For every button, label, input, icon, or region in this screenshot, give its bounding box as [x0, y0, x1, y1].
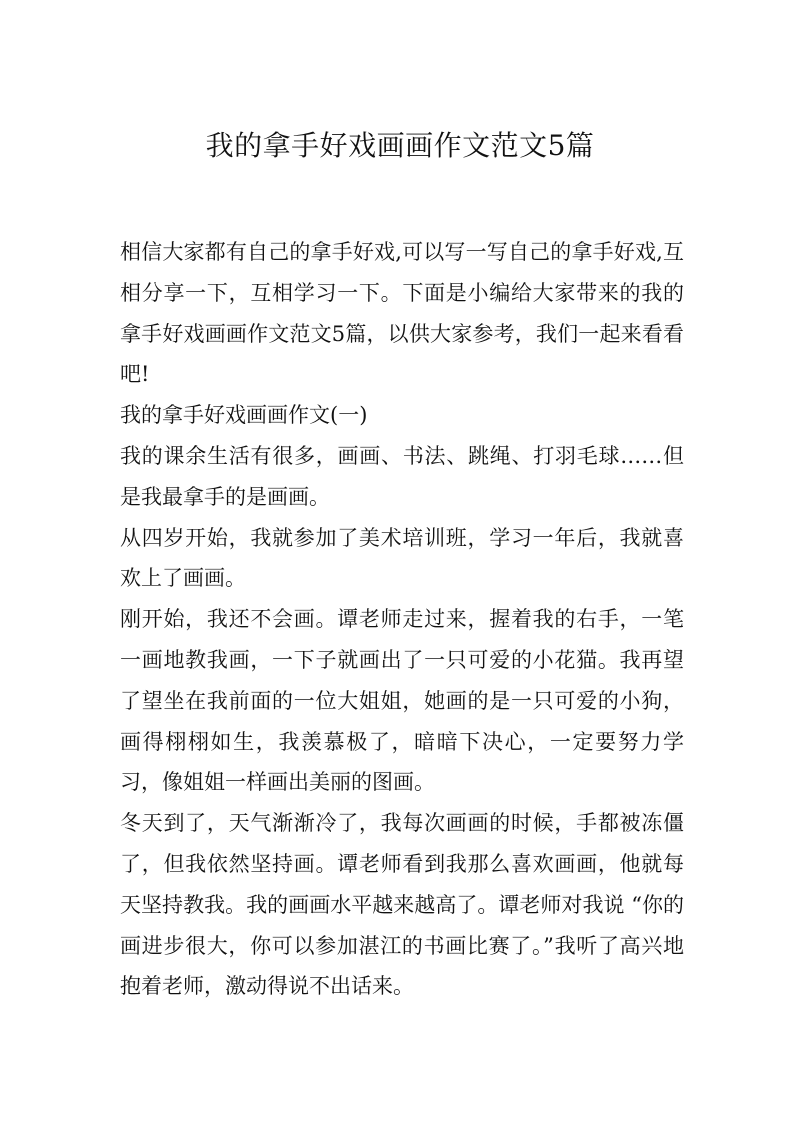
document-body [120, 232, 684, 1007]
body-paragraph: 冬天到了，天气渐渐冷了，我每次画画的时候，手都被冻僵了，但我依然坚持画。谭老师看到我那么喜欢画画，他就每天坚持教我。我的画画水平越来越高了。谭老师对我说 “你的画进步很大，你可以参加湛江的书画比赛了。”我听了高兴地抱着老师，激动得说不出话来。 [120, 811, 684, 999]
body-paragraph: 我的课余生活有很多，画画、书法、跳绳、打羽毛球……但是我最拿手的是画画。 [120, 443, 684, 509]
document-title: 我的拿手好戏画画作文范文5篇 [205, 129, 595, 162]
intro-paragraph: 相信大家都有自己的拿手好戏,可以写一写自己的拿手好戏,互相分享一下，互相学习一下。下面是小编给大家带来的我的拿手好戏画画作文范文5篇，以供大家参考，我们一起来看看吧! [120, 240, 684, 387]
section-heading: 我的拿手好戏画画作文(一) [120, 403, 368, 428]
body-paragraph: 从四岁开始，我就参加了美术培训班，学习一年后，我就喜欢上了画画。 [120, 525, 684, 591]
body-paragraph: 刚开始，我还不会画。谭老师走过来，握着我的右手，一笔一画地教我画，一下子就画出了一只可爱的小花猫。我再望了望坐在我前面的一位大姐姐，她画的是一只可爱的小狗，画得栩栩如生，我羡慕极了，暗暗下决心，一定要努力学习，像姐姐一样画出美丽的图画。 [120, 607, 684, 795]
